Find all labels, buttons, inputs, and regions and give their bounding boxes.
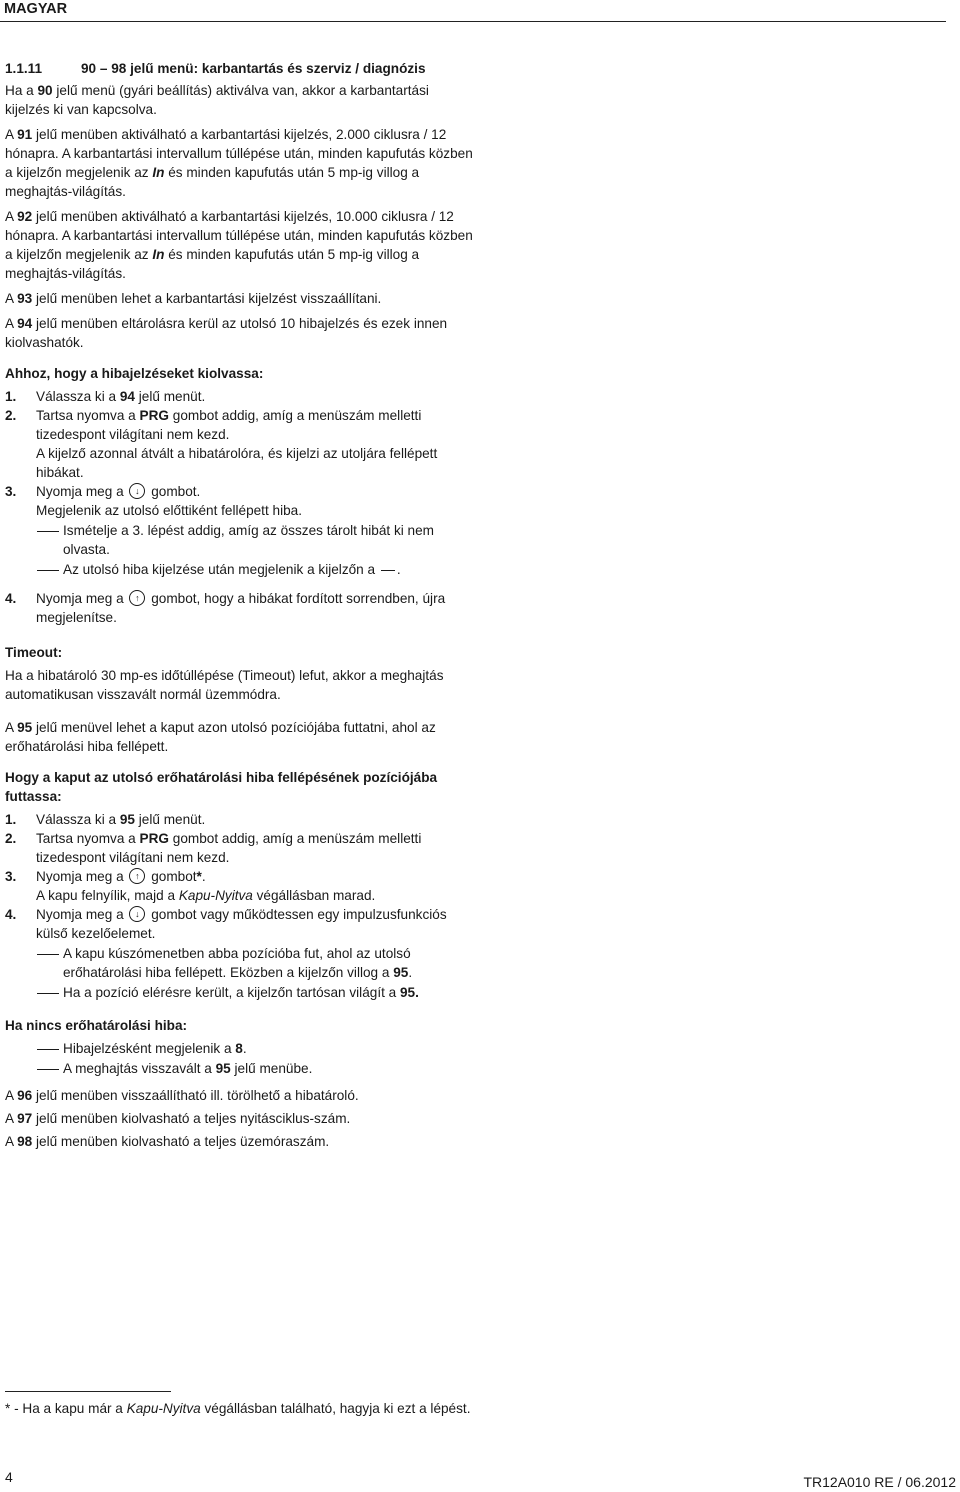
header-rule bbox=[0, 21, 946, 22]
paragraph-menu-98: A 98 jelű menüben kiolvasható a teljes üzemóraszám. bbox=[5, 1134, 330, 1149]
paragraph-menu-95: A 95 jelű menüvel lehet a kaput azon utolsó pozíciójába futtatni, ahol az erőhatárolási hiba fellépett. bbox=[5, 720, 436, 754]
document-id: TR12A010 RE / 06.2012 bbox=[803, 1474, 956, 1490]
read-note-repeat: Ismételje a 3. lépést addig, amíg az összes tárolt hibát ki nem olvasta. bbox=[5, 521, 475, 559]
section-number: 1.1.11 bbox=[5, 61, 43, 76]
footnote-rule bbox=[5, 1391, 171, 1392]
main-content bbox=[5, 59, 475, 1157]
paragraph-menu-92: A 92 jelű menüben aktiválható a karbantartási kijelzés, 10.000 ciklusra / 12 hónapra. A karbantartási intervallum túllépése után, minden kapufutás közben a kijelzőn megjelenik az In és minden kapufutás után 5 mp-ig villog a meghajtás-világítás. bbox=[5, 209, 473, 281]
read-note-last: Az utolsó hiba kijelzése után megjelenik a kijelzőn a . bbox=[5, 560, 475, 579]
paragraph-menu-96: A 96 jelű menüben visszaállítható ill. törölhető a hibatároló. bbox=[5, 1088, 359, 1103]
footnote: * - Ha a kapu már a Kapu-Nyitva végállásban található, hagyja ki ezt a lépést. bbox=[5, 1401, 471, 1416]
arrow-up-button-icon: ↑ bbox=[129, 868, 145, 884]
heading-no-force-error: Ha nincs erőhatárolási hiba: bbox=[5, 1018, 188, 1033]
arrow-down-button-icon: ↓ bbox=[129, 906, 145, 922]
no-force-note-1: Hibajelzésként megjelenik a 8. bbox=[5, 1039, 475, 1058]
page-number: 4 bbox=[5, 1469, 13, 1485]
section-title bbox=[5, 59, 475, 78]
arrow-up-button-icon: ↑ bbox=[129, 590, 145, 606]
read-step-1: 1. Válassza ki a 94 jelű menüt. bbox=[5, 389, 206, 404]
arrow-down-button-icon: ↓ bbox=[129, 483, 145, 499]
heading-timeout: Timeout: bbox=[5, 645, 63, 660]
pos-note-reached: Ha a pozíció elérésre került, a kijelzőn tartósan világít a 95. bbox=[5, 983, 475, 1002]
section-title-text: 90 – 98 jelű menü: karbantartás és szerviz / diagnózis bbox=[81, 61, 426, 76]
heading-run-to-position: Hogy a kaput az utolsó erőhatárolási hiba fellépésének pozíciójába futtassa: bbox=[5, 770, 438, 804]
read-step-4: 4. Nyomja meg a ↑ gombot, hogy a hibákat fordított sorrendben, újra megjelenítse. bbox=[5, 591, 446, 625]
pos-step-2: 2. Tartsa nyomva a PRG gombot addig, amíg a menüszám melletti tizedespont világítani nem kezd. bbox=[5, 831, 422, 865]
paragraph-menu-97: A 97 jelű menüben kiolvasható a teljes nyitásciklus-szám. bbox=[5, 1111, 351, 1126]
heading-read-errors: Ahhoz, hogy a hibajelzéseket kiolvassa: bbox=[5, 366, 264, 381]
pos-step-1: 1. Válassza ki a 95 jelű menüt. bbox=[5, 812, 206, 827]
paragraph-menu-93: A 93 jelű menüben lehet a karbantartási kijelzést visszaállítani. bbox=[5, 291, 382, 306]
dash-display-symbol bbox=[381, 570, 395, 571]
read-step-3: 3. Nyomja meg a ↓ gombot. Megjelenik az utolsó előttiként fellépett hiba. bbox=[5, 484, 302, 518]
pos-note-creep: A kapu kúszómenetben abba pozícióba fut, ahol az utolsó erőhatárolási hiba fellépett. Eközben a kijelzőn villog a 95. bbox=[5, 944, 475, 982]
header-language: MAGYAR bbox=[4, 1, 68, 17]
read-step-2: 2. Tartsa nyomva a PRG gombot addig, amíg a menüszám melletti tizedespont világítani nem kezd. A kijelző azonnal átvált a hibatárolóra, és kijelzi az utoljára fellépett hibákat. bbox=[5, 408, 438, 480]
paragraph-menu-91: A 91 jelű menüben aktiválható a karbantartási kijelzés, 2.000 ciklusra / 12 hónapra. A karbantartási intervallum túllépése után, minden kapufutás közben a kijelzőn megjelenik az In és minden kapufutás után 5 mp-ig villog a meghajtás-világítás. bbox=[5, 127, 473, 199]
pos-step-4: 4. Nyomja meg a ↓ gombot vagy működtessen egy impulzusfunkciós külső kezelőelemet. bbox=[5, 907, 447, 941]
paragraph-menu-90: Ha a 90 jelű menü (gyári beállítás) aktiválva van, akkor a karbantartási kijelzés ki van kapcsolva. bbox=[5, 83, 429, 117]
no-force-note-2: A meghajtás visszavált a 95 jelű menübe. bbox=[5, 1059, 475, 1078]
paragraph-timeout: Ha a hibatároló 30 mp-es időtúllépése (Timeout) lefut, akkor a meghajtás automatikusan visszavált normál üzemmódra. bbox=[5, 668, 444, 702]
paragraph-menu-94: A 94 jelű menüben eltárolásra kerül az utolsó 10 hibajelzés és ezek innen kiolvashatók. bbox=[5, 316, 448, 350]
pos-step-3: 3. Nyomja meg a ↑ gombot*. A kapu felnyílik, majd a Kapu-Nyitva végállásban marad. bbox=[5, 869, 376, 903]
